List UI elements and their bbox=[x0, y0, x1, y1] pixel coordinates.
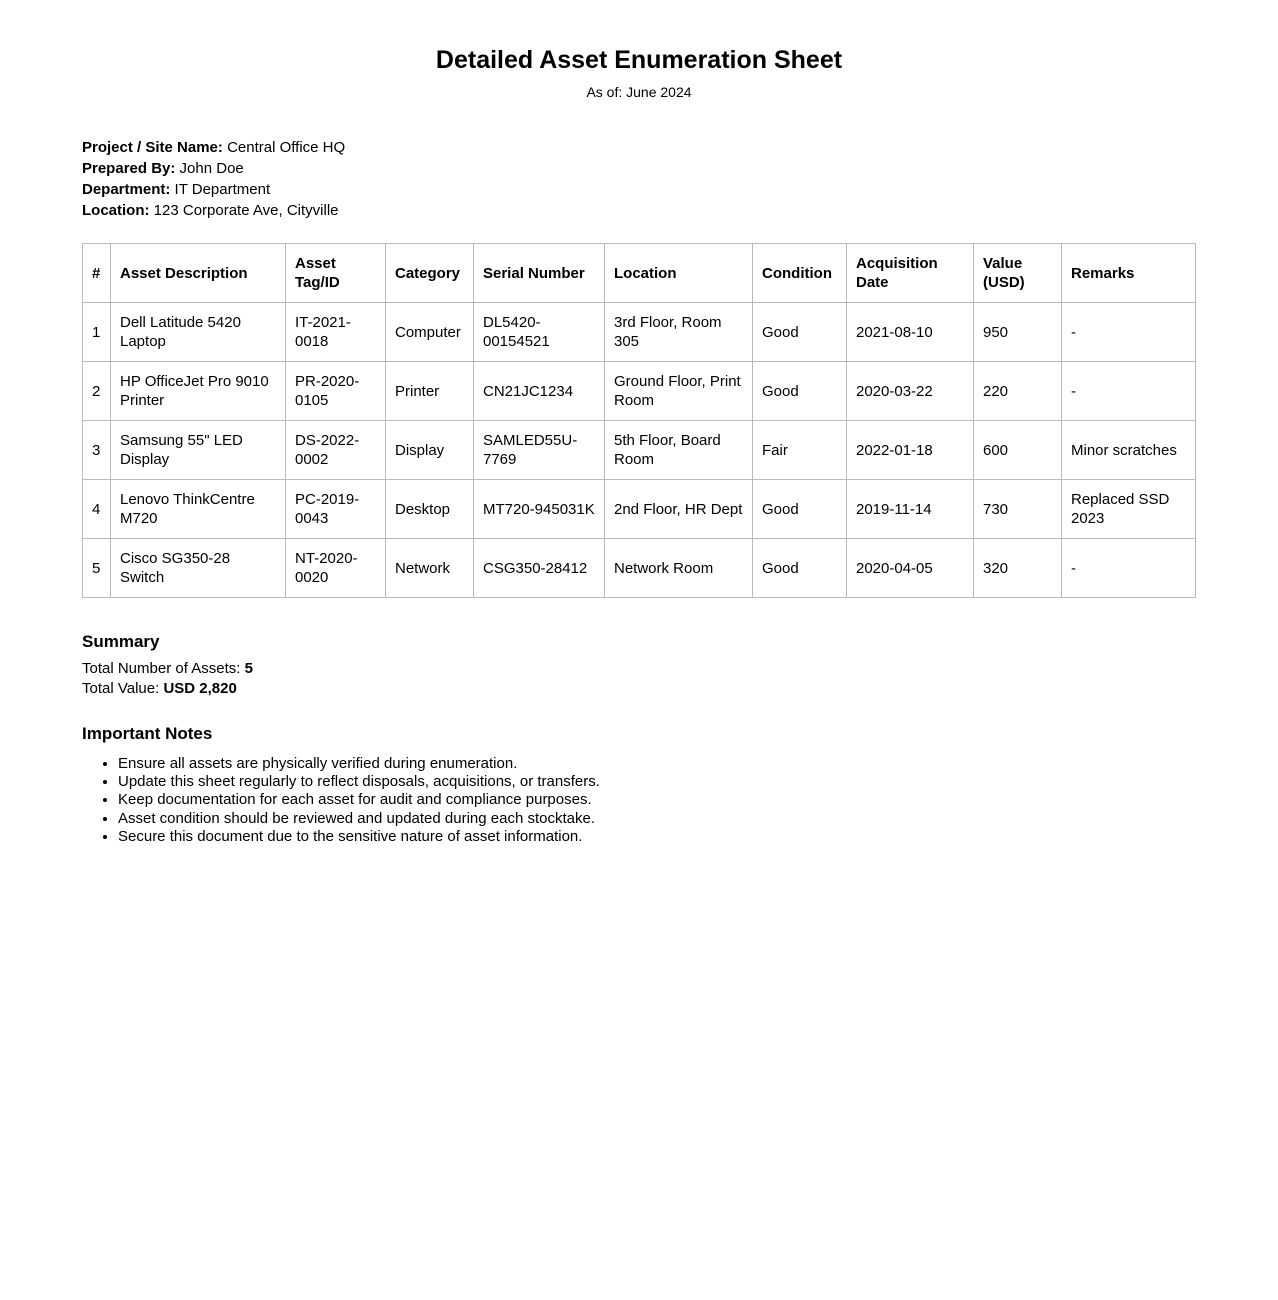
cell-tag: DS-2022-0002 bbox=[286, 421, 386, 480]
cell-acquisition-date: 2022-01-18 bbox=[847, 421, 974, 480]
cell-value: 730 bbox=[974, 480, 1062, 539]
total-value-value: USD 2,820 bbox=[163, 679, 237, 697]
table-row bbox=[83, 480, 1196, 539]
cell-category: Desktop bbox=[386, 480, 474, 539]
cell-serial: CN21JC1234 bbox=[474, 362, 605, 421]
column-header-description: Asset Description bbox=[111, 244, 286, 303]
cell-value: 600 bbox=[974, 421, 1062, 480]
cell-number: 2 bbox=[83, 362, 111, 421]
assets-table bbox=[82, 243, 1196, 598]
cell-acquisition-date: 2020-03-22 bbox=[847, 362, 974, 421]
cell-category: Display bbox=[386, 421, 474, 480]
info-value-project: Central Office HQ bbox=[227, 139, 346, 156]
notes-heading: Important Notes bbox=[82, 724, 213, 743]
cell-category: Network bbox=[386, 539, 474, 598]
cell-remarks: - bbox=[1062, 539, 1196, 598]
info-label-project: Project / Site Name: bbox=[82, 139, 223, 156]
note-item: • Secure this document due to the sensitive nature of asset information. bbox=[118, 828, 1196, 846]
info-line-prepared-by bbox=[82, 158, 1196, 179]
cell-tag: IT-2021-0018 bbox=[286, 303, 386, 362]
cell-number: 1 bbox=[83, 303, 111, 362]
cell-location: 3rd Floor, Room 305 bbox=[605, 303, 753, 362]
cell-condition: Good bbox=[753, 480, 847, 539]
cell-remarks: Minor scratches bbox=[1062, 421, 1196, 480]
total-assets-value: 5 bbox=[244, 660, 253, 677]
cell-tag: PC-2019-0043 bbox=[286, 480, 386, 539]
table-row bbox=[83, 362, 1196, 421]
info-label-location: Location: bbox=[82, 202, 150, 219]
summary-heading: Summary bbox=[82, 632, 160, 651]
total-value-label: Total Value: bbox=[82, 679, 164, 697]
cell-tag: PR-2020-0105 bbox=[286, 362, 386, 421]
total-assets-label: Total Number of Assets: bbox=[82, 660, 245, 677]
info-label-department: Department: bbox=[82, 181, 171, 198]
column-header-location: Location bbox=[605, 244, 753, 303]
cell-number: 5 bbox=[83, 539, 111, 598]
cell-location: 5th Floor, Board Room bbox=[605, 421, 753, 480]
info-line-project bbox=[82, 137, 1196, 158]
cell-serial: CSG350-28412 bbox=[474, 539, 605, 598]
cell-serial: MT720-945031K bbox=[474, 480, 605, 539]
table-row bbox=[83, 303, 1196, 362]
page-title: Detailed Asset Enumeration Sheet bbox=[435, 46, 843, 74]
total-assets-line bbox=[82, 659, 1196, 679]
info-value-location: 123 Corporate Ave, Cityville bbox=[153, 202, 339, 219]
cell-acquisition-date: 2021-08-10 bbox=[847, 303, 974, 362]
cell-remarks: - bbox=[1062, 362, 1196, 421]
cell-description: Lenovo ThinkCentre M720 bbox=[111, 480, 286, 539]
column-header-acquisition-date: Acquisition Date bbox=[847, 244, 974, 303]
table-header-row bbox=[83, 244, 1196, 303]
column-header-serial: Serial Number bbox=[474, 244, 605, 303]
cell-category: Printer bbox=[386, 362, 474, 421]
summary-section bbox=[82, 632, 1196, 698]
cell-value: 220 bbox=[974, 362, 1062, 421]
cell-remarks: Replaced SSD 2023 bbox=[1062, 480, 1196, 539]
note-item: • Asset condition should be reviewed and updated during each stocktake. bbox=[118, 810, 1196, 828]
cell-condition: Good bbox=[753, 539, 847, 598]
note-item: • Ensure all assets are physically verified during enumeration. bbox=[118, 755, 1196, 773]
cell-acquisition-date: 2019-11-14 bbox=[847, 480, 974, 539]
column-header-value: Value (USD) bbox=[974, 244, 1062, 303]
cell-description: Cisco SG350-28 Switch bbox=[111, 539, 286, 598]
document-info-block bbox=[82, 137, 1196, 221]
cell-location: Ground Floor, Print Room bbox=[605, 362, 753, 421]
column-header-category: Category bbox=[386, 244, 474, 303]
column-header-remarks: Remarks bbox=[1062, 244, 1196, 303]
table-row bbox=[83, 421, 1196, 480]
notes-list bbox=[82, 755, 1196, 846]
cell-description: HP OfficeJet Pro 9010 Printer bbox=[111, 362, 286, 421]
cell-value: 320 bbox=[974, 539, 1062, 598]
column-header-number: # bbox=[83, 244, 111, 303]
cell-category: Computer bbox=[386, 303, 474, 362]
total-value-line bbox=[82, 679, 1196, 699]
cell-condition: Good bbox=[753, 362, 847, 421]
cell-tag: NT-2020-0020 bbox=[286, 539, 386, 598]
cell-condition: Good bbox=[753, 303, 847, 362]
table-row bbox=[83, 539, 1196, 598]
info-label-prepared-by: Prepared By: bbox=[82, 160, 176, 177]
info-value-department: IT Department bbox=[174, 181, 271, 198]
cell-number: 3 bbox=[83, 421, 111, 480]
cell-remarks: - bbox=[1062, 303, 1196, 362]
note-item: • Keep documentation for each asset for audit and compliance purposes. bbox=[118, 791, 1196, 809]
notes-section bbox=[82, 724, 1196, 846]
cell-condition: Fair bbox=[753, 421, 847, 480]
cell-value: 950 bbox=[974, 303, 1062, 362]
note-item: • Update this sheet regularly to reflect disposals, acquisitions, or transfers. bbox=[118, 773, 1196, 791]
cell-number: 4 bbox=[83, 480, 111, 539]
cell-description: Dell Latitude 5420 Laptop bbox=[111, 303, 286, 362]
info-line-location bbox=[82, 200, 1196, 221]
summary-lines bbox=[82, 659, 1196, 698]
cell-serial: DL5420-00154521 bbox=[474, 303, 605, 362]
cell-location: 2nd Floor, HR Dept bbox=[605, 480, 753, 539]
info-line-department bbox=[82, 179, 1196, 200]
info-value-prepared-by: John Doe bbox=[179, 160, 244, 177]
column-header-tag: Asset Tag/ID bbox=[286, 244, 386, 303]
cell-description: Samsung 55" LED Display bbox=[111, 421, 286, 480]
column-header-condition: Condition bbox=[753, 244, 847, 303]
cell-location: Network Room bbox=[605, 539, 753, 598]
cell-acquisition-date: 2020-04-05 bbox=[847, 539, 974, 598]
as-of-date: As of: June 2024 bbox=[586, 84, 692, 100]
cell-serial: SAMLED55U-7769 bbox=[474, 421, 605, 480]
